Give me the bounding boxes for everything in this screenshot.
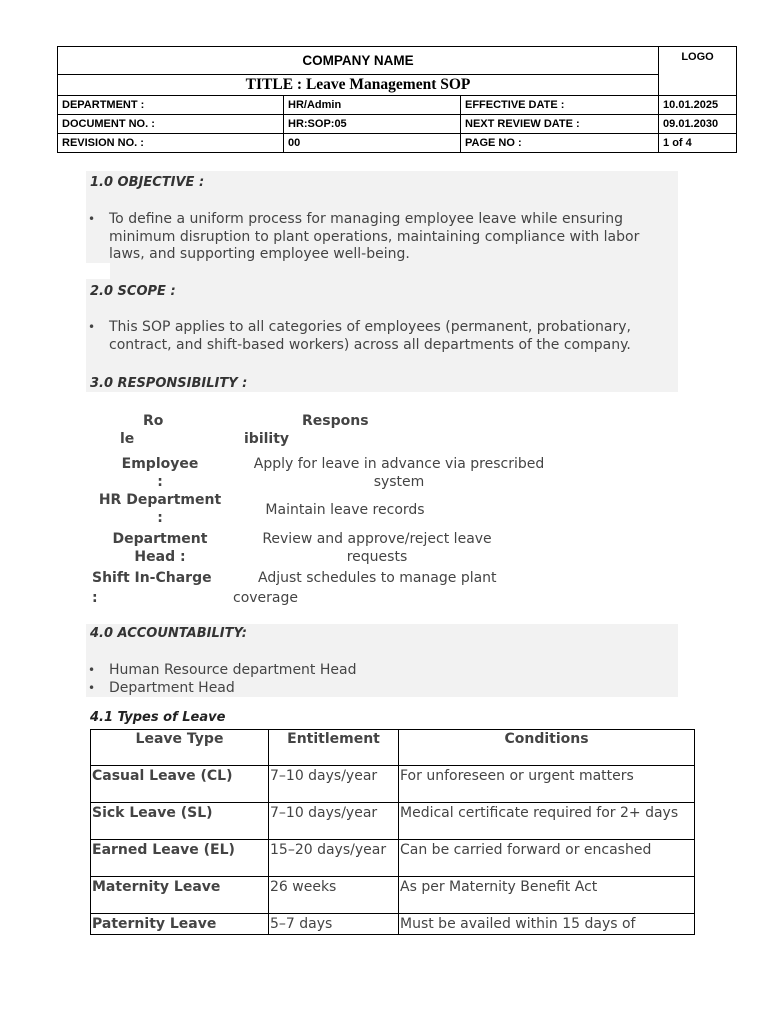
role-department-head (90, 530, 230, 566)
resp-line: Apply for leave in advance via prescribed (253, 456, 545, 472)
resp-line: Review and approve/reject leave (262, 531, 492, 547)
objective-line: To define a uniform process for managing employee leave while ensuring (109, 211, 624, 227)
resp-line: coverage (233, 590, 298, 606)
role-line: : (92, 590, 98, 606)
bullet-dot-icon: • (88, 663, 96, 677)
role-line: Shift In-Charge (92, 570, 212, 586)
meta-row-revision-no (58, 134, 737, 153)
accountability-item: Human Resource department Head (109, 662, 357, 678)
meta-value: HR:SOP:05 (284, 115, 461, 134)
resp-line: Maintain leave records (265, 502, 425, 518)
header-part: Respons (302, 413, 369, 429)
accountability-heading: 4.0 ACCOUNTABILITY: (90, 626, 247, 641)
bullet-dot-icon: • (88, 320, 96, 334)
role-line: Employee (121, 456, 199, 472)
conditions-cell: Can be carried forward or encashed (399, 840, 695, 877)
meta-value: 10.01.2025 (659, 96, 737, 115)
role-hr-department (90, 491, 230, 527)
accountability-item: Department Head (109, 680, 235, 696)
bullet-dot-icon: • (88, 212, 96, 226)
table-row (91, 914, 695, 935)
meta-row-department (58, 96, 737, 115)
table-header-row (91, 730, 695, 766)
table-row (91, 803, 695, 840)
meta-value: HR/Admin (284, 96, 461, 115)
role-line: : (157, 474, 163, 490)
role-line: : (157, 510, 163, 526)
scope-line: This SOP applies to all categories of employees (permanent, probationary, (109, 319, 631, 335)
entitlement-cell: 26 weeks (269, 877, 399, 914)
meta-value: 00 (284, 134, 461, 153)
table-row (91, 877, 695, 914)
table-row (91, 766, 695, 803)
resp-line: requests (346, 549, 408, 565)
resp-hr-department (234, 501, 456, 519)
column-header: Conditions (399, 730, 695, 766)
conditions-cell: As per Maternity Benefit Act (399, 877, 695, 914)
scope-heading: 2.0 SCOPE : (90, 284, 176, 299)
resp-line: Adjust schedules to manage plant (258, 570, 497, 586)
logo-placeholder: LOGO (659, 47, 737, 96)
column-header: Leave Type (91, 730, 269, 766)
meta-row-document-no (58, 115, 737, 134)
scope-line: contract, and shift-based workers) across all departments of the company. (109, 336, 631, 353)
leave-type-cell: Earned Leave (EL) (91, 840, 269, 877)
types-of-leave-heading: 4.1 Types of Leave (90, 710, 226, 725)
leave-type-cell: Sick Leave (SL) (91, 803, 269, 840)
objective-heading: 1.0 OBJECTIVE : (90, 175, 205, 190)
bullet-dot-icon: • (88, 681, 96, 695)
meta-value: 09.01.2030 (659, 115, 737, 134)
conditions-cell: For unforeseen or urgent matters (399, 766, 695, 803)
role-line: Department (112, 531, 208, 547)
objective-line: laws, and supporting employee well-being. (109, 246, 410, 262)
resp-shift-in-charge (233, 569, 533, 607)
document-header-table (57, 46, 737, 153)
document-title: TITLE : Leave Management SOP (58, 75, 659, 96)
role-line: Head : (134, 549, 186, 565)
meta-label: DOCUMENT NO. : (58, 115, 284, 134)
company-name: COMPANY NAME (58, 47, 659, 75)
leave-type-cell: Paternity Leave (91, 914, 269, 935)
header-part: le (120, 431, 135, 447)
resp-employee (234, 455, 564, 491)
leave-type-cell: Maternity Leave (91, 877, 269, 914)
entitlement-cell: 5–7 days (269, 914, 399, 935)
responsibility-heading: 3.0 RESPONSIBILITY : (90, 376, 248, 391)
role-employee (90, 455, 230, 491)
role-line: HR Department (98, 492, 222, 508)
conditions-cell: Medical certificate required for 2+ days (399, 803, 695, 840)
meta-value: 1 of 4 (659, 134, 737, 153)
meta-label: DEPARTMENT : (58, 96, 284, 115)
conditions-cell: Must be availed within 15 days of (399, 914, 695, 935)
table-row (91, 840, 695, 877)
meta-label: REVISION NO. : (58, 134, 284, 153)
leave-types-table (90, 729, 695, 935)
responsibility-col-resp-header (244, 412, 384, 448)
objective-line: minimum disruption to plant operations, maintaining compliance with labor (109, 228, 640, 245)
responsibility-col-role-header (110, 412, 190, 448)
header-part: ibility (244, 431, 290, 447)
resp-line: system (373, 474, 425, 490)
role-shift-in-charge (92, 569, 232, 607)
entitlement-cell: 15–20 days/year (269, 840, 399, 877)
meta-label: PAGE NO : (461, 134, 659, 153)
header-part: Ro (143, 413, 164, 429)
entitlement-cell: 7–10 days/year (269, 766, 399, 803)
leave-type-cell: Casual Leave (CL) (91, 766, 269, 803)
meta-label: NEXT REVIEW DATE : (461, 115, 659, 134)
column-header: Entitlement (269, 730, 399, 766)
entitlement-cell: 7–10 days/year (269, 803, 399, 840)
meta-label: EFFECTIVE DATE : (461, 96, 659, 115)
resp-department-head (234, 530, 520, 566)
